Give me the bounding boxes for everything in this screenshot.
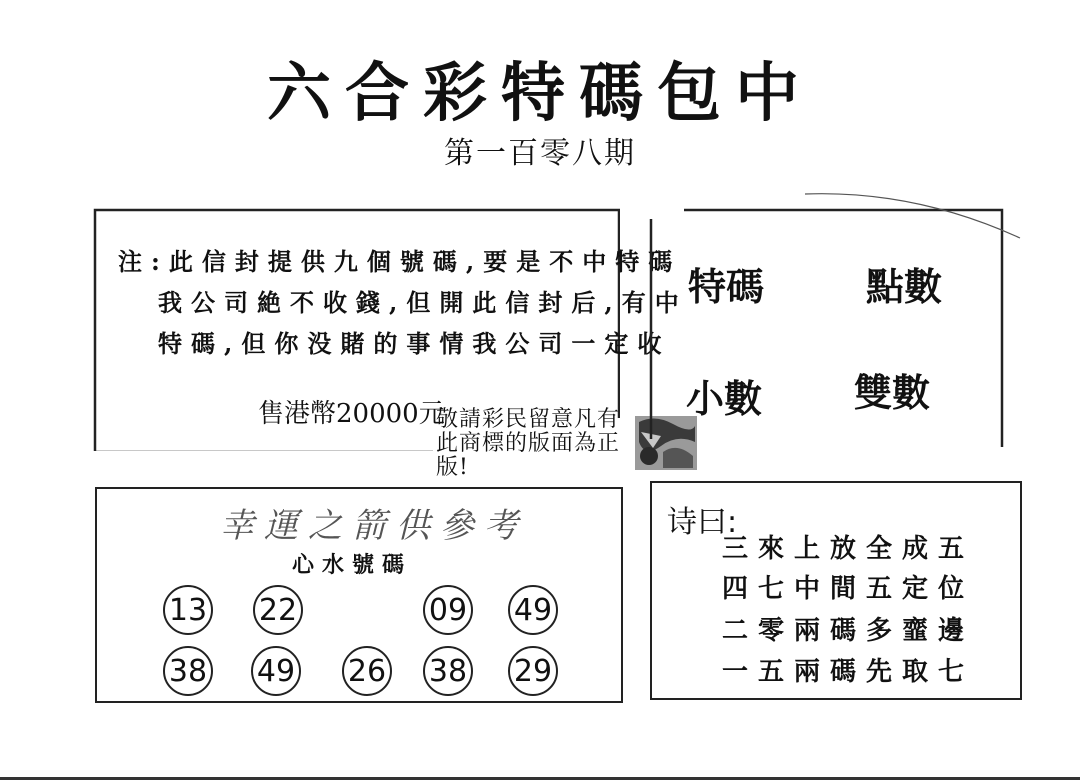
lucky-number-ball: 13	[163, 585, 213, 635]
notice-line-1: 注:此信封提供九個號碼,要是不中特碼	[118, 247, 682, 276]
even-number-label: 雙數	[854, 371, 931, 415]
issue-number: 第一百零八期	[444, 136, 636, 171]
poem-heading: 诗曰:	[667, 505, 738, 540]
lucky-number-ball: 38	[423, 646, 473, 696]
lucky-number-ball: 22	[253, 585, 303, 635]
lucky-number-ball: 26	[342, 646, 392, 696]
small-number-label: 小數	[686, 377, 763, 421]
lucky-number-ball: 49	[251, 646, 301, 696]
poem-line-1: 三來上放全成五	[722, 534, 975, 564]
lucky-number-ball: 29	[508, 646, 558, 696]
main-title: 六合彩特碼包中	[267, 56, 813, 131]
authenticity-note: 敬請彩民留意凡有此商標的版面為正版!	[436, 407, 621, 480]
poem-line-3: 二零兩碼多韲邊	[722, 616, 975, 646]
notice-line-2: 我公司絶不收錢,但開此信封后,有中	[158, 288, 688, 317]
special-number-label: 特碼	[688, 265, 765, 309]
lucky-number-ball: 49	[508, 585, 558, 635]
bottom-border-line	[0, 777, 1080, 780]
notice-line-3: 特碼,但你没賭的事情我公司一定收	[158, 329, 671, 358]
price-text: 售港幣20000元	[258, 399, 445, 429]
poem-line-2: 四七中間五定位	[722, 574, 975, 604]
lucky-title: 幸運之箭供參考	[220, 506, 528, 546]
lucky-subtitle: 心水號碼	[292, 552, 413, 578]
poem-line-4: 一五兩碼先取七	[722, 657, 975, 687]
lucky-number-ball: 09	[423, 585, 473, 635]
lucky-number-ball: 38	[163, 646, 213, 696]
points-label: 點數	[866, 265, 943, 309]
scan-stroke-decoration	[805, 186, 1025, 246]
